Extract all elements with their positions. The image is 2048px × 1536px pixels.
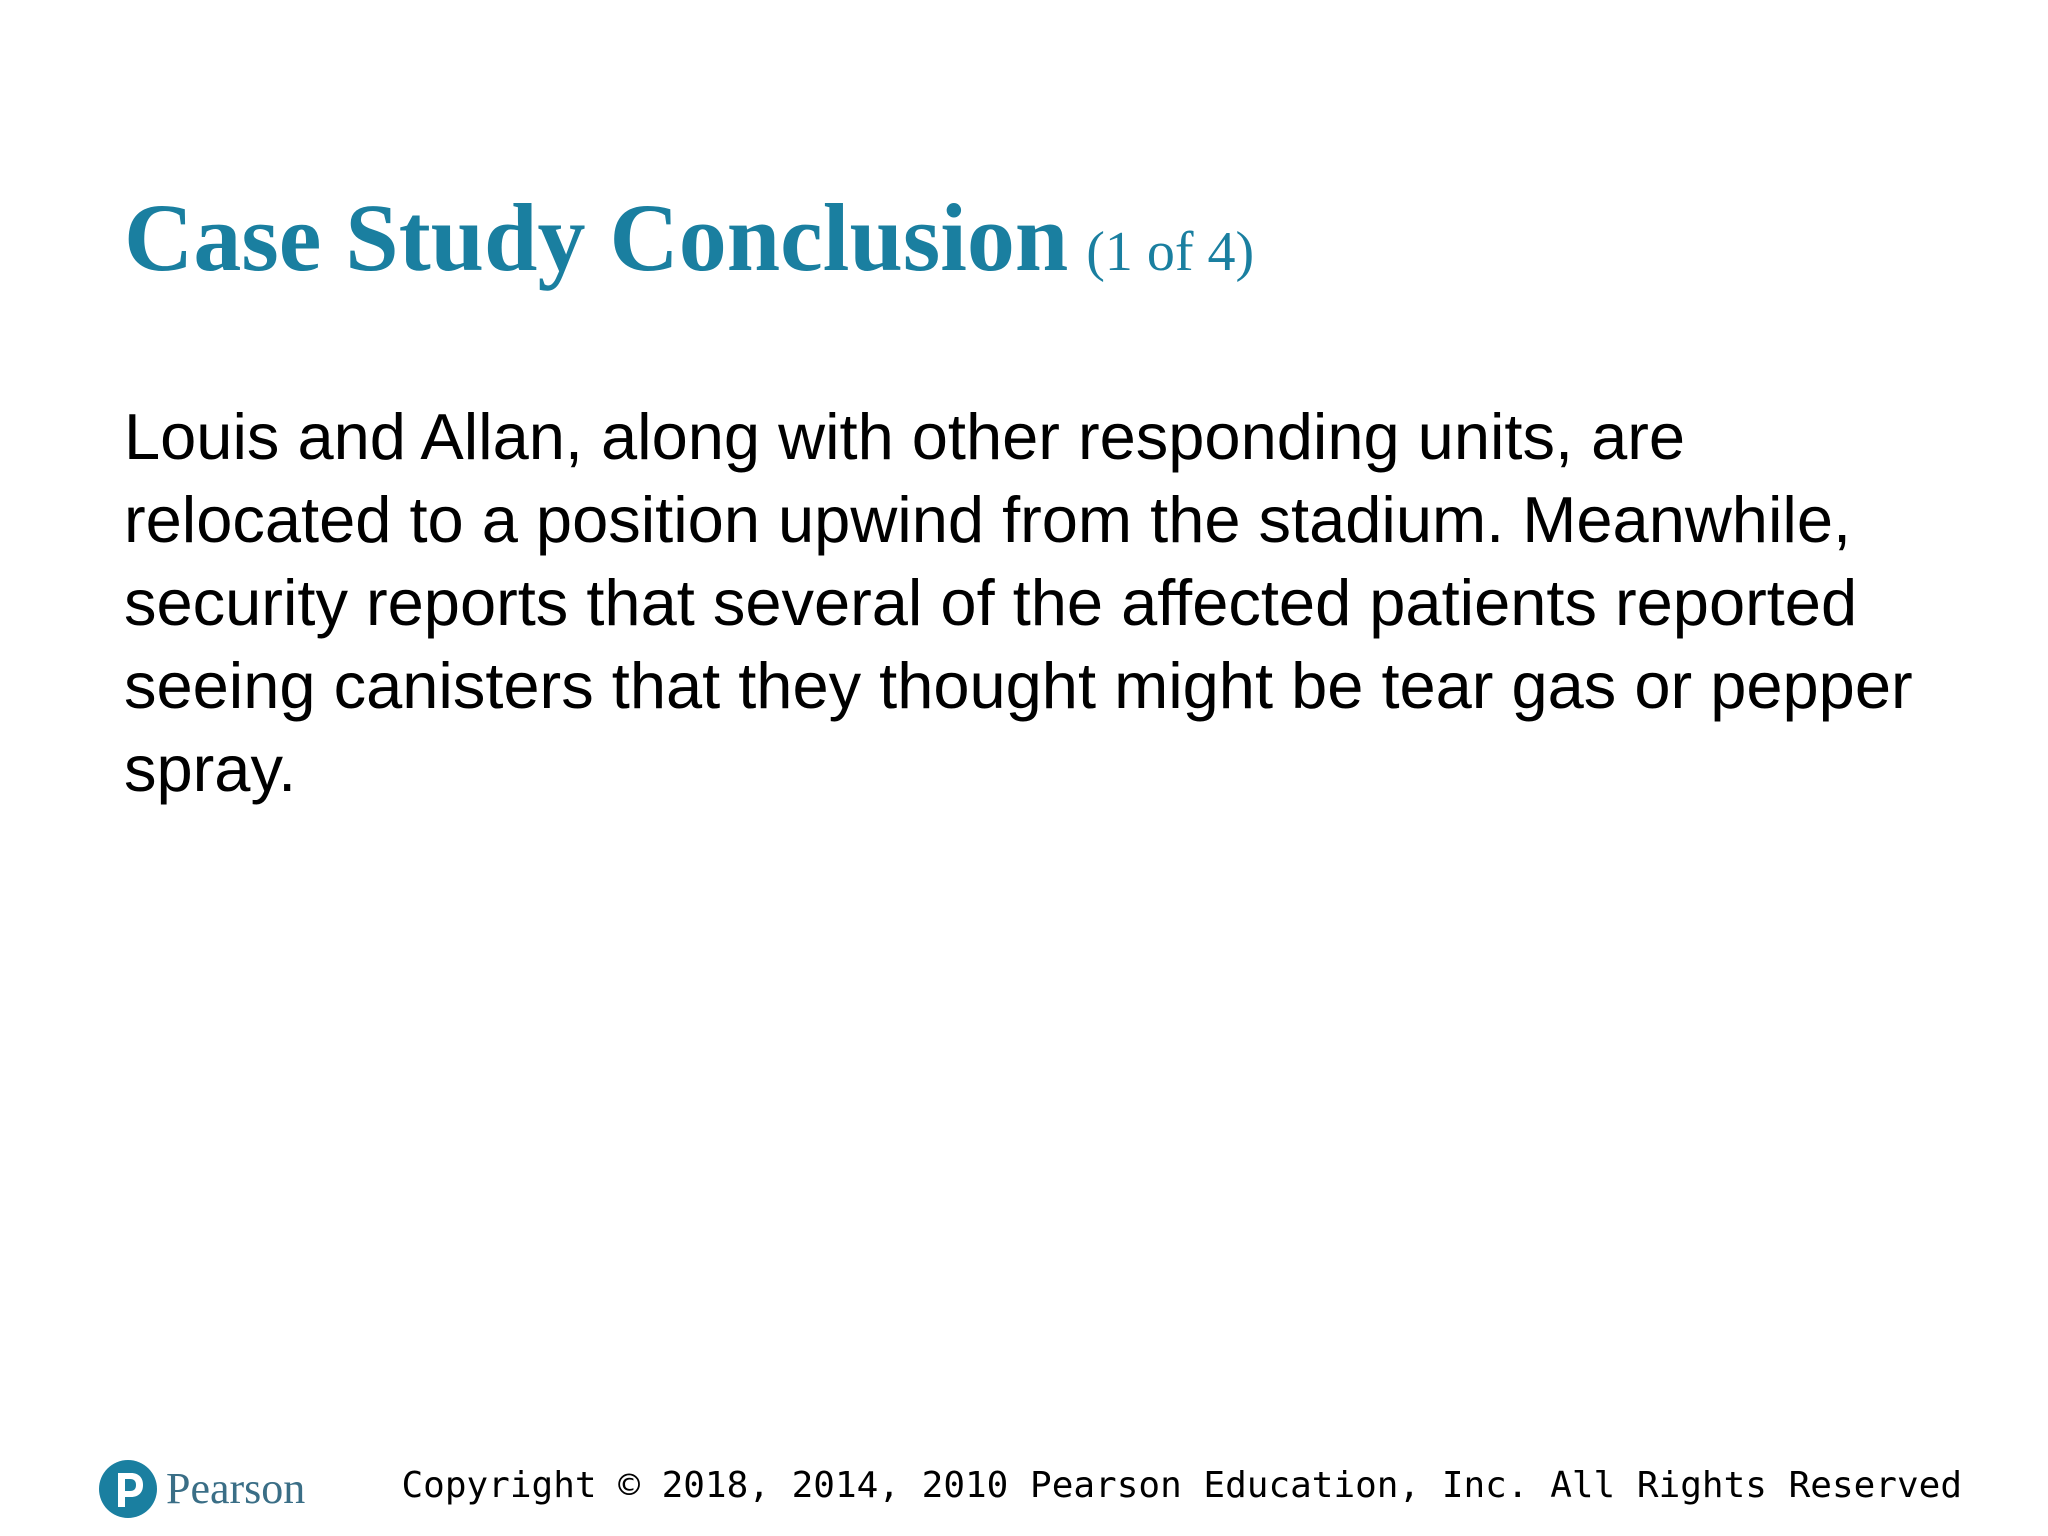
pearson-logo: [98, 1454, 305, 1524]
slide-footer: [0, 1440, 2048, 1536]
slide-title: [124, 182, 1254, 308]
slide-counter: (1 of 4): [1086, 221, 1255, 283]
pearson-p-icon: [98, 1459, 158, 1519]
pearson-logo-text: Pearson: [166, 1464, 306, 1513]
slide-title-text: Case Study Conclusion: [124, 184, 1069, 291]
slide-body-text: Louis and Allan, along with other responding units, are relocated to a position upwind from the stadium. Meanwhile, security reports that several of the affected patients reported seeing canisters that they thought might be tear gas or pepper spray.: [124, 400, 1913, 805]
copyright-notice: Copyright © 2018, 2014, 2010 Pearson Education, Inc. All Rights Reserved: [401, 1465, 1962, 1506]
